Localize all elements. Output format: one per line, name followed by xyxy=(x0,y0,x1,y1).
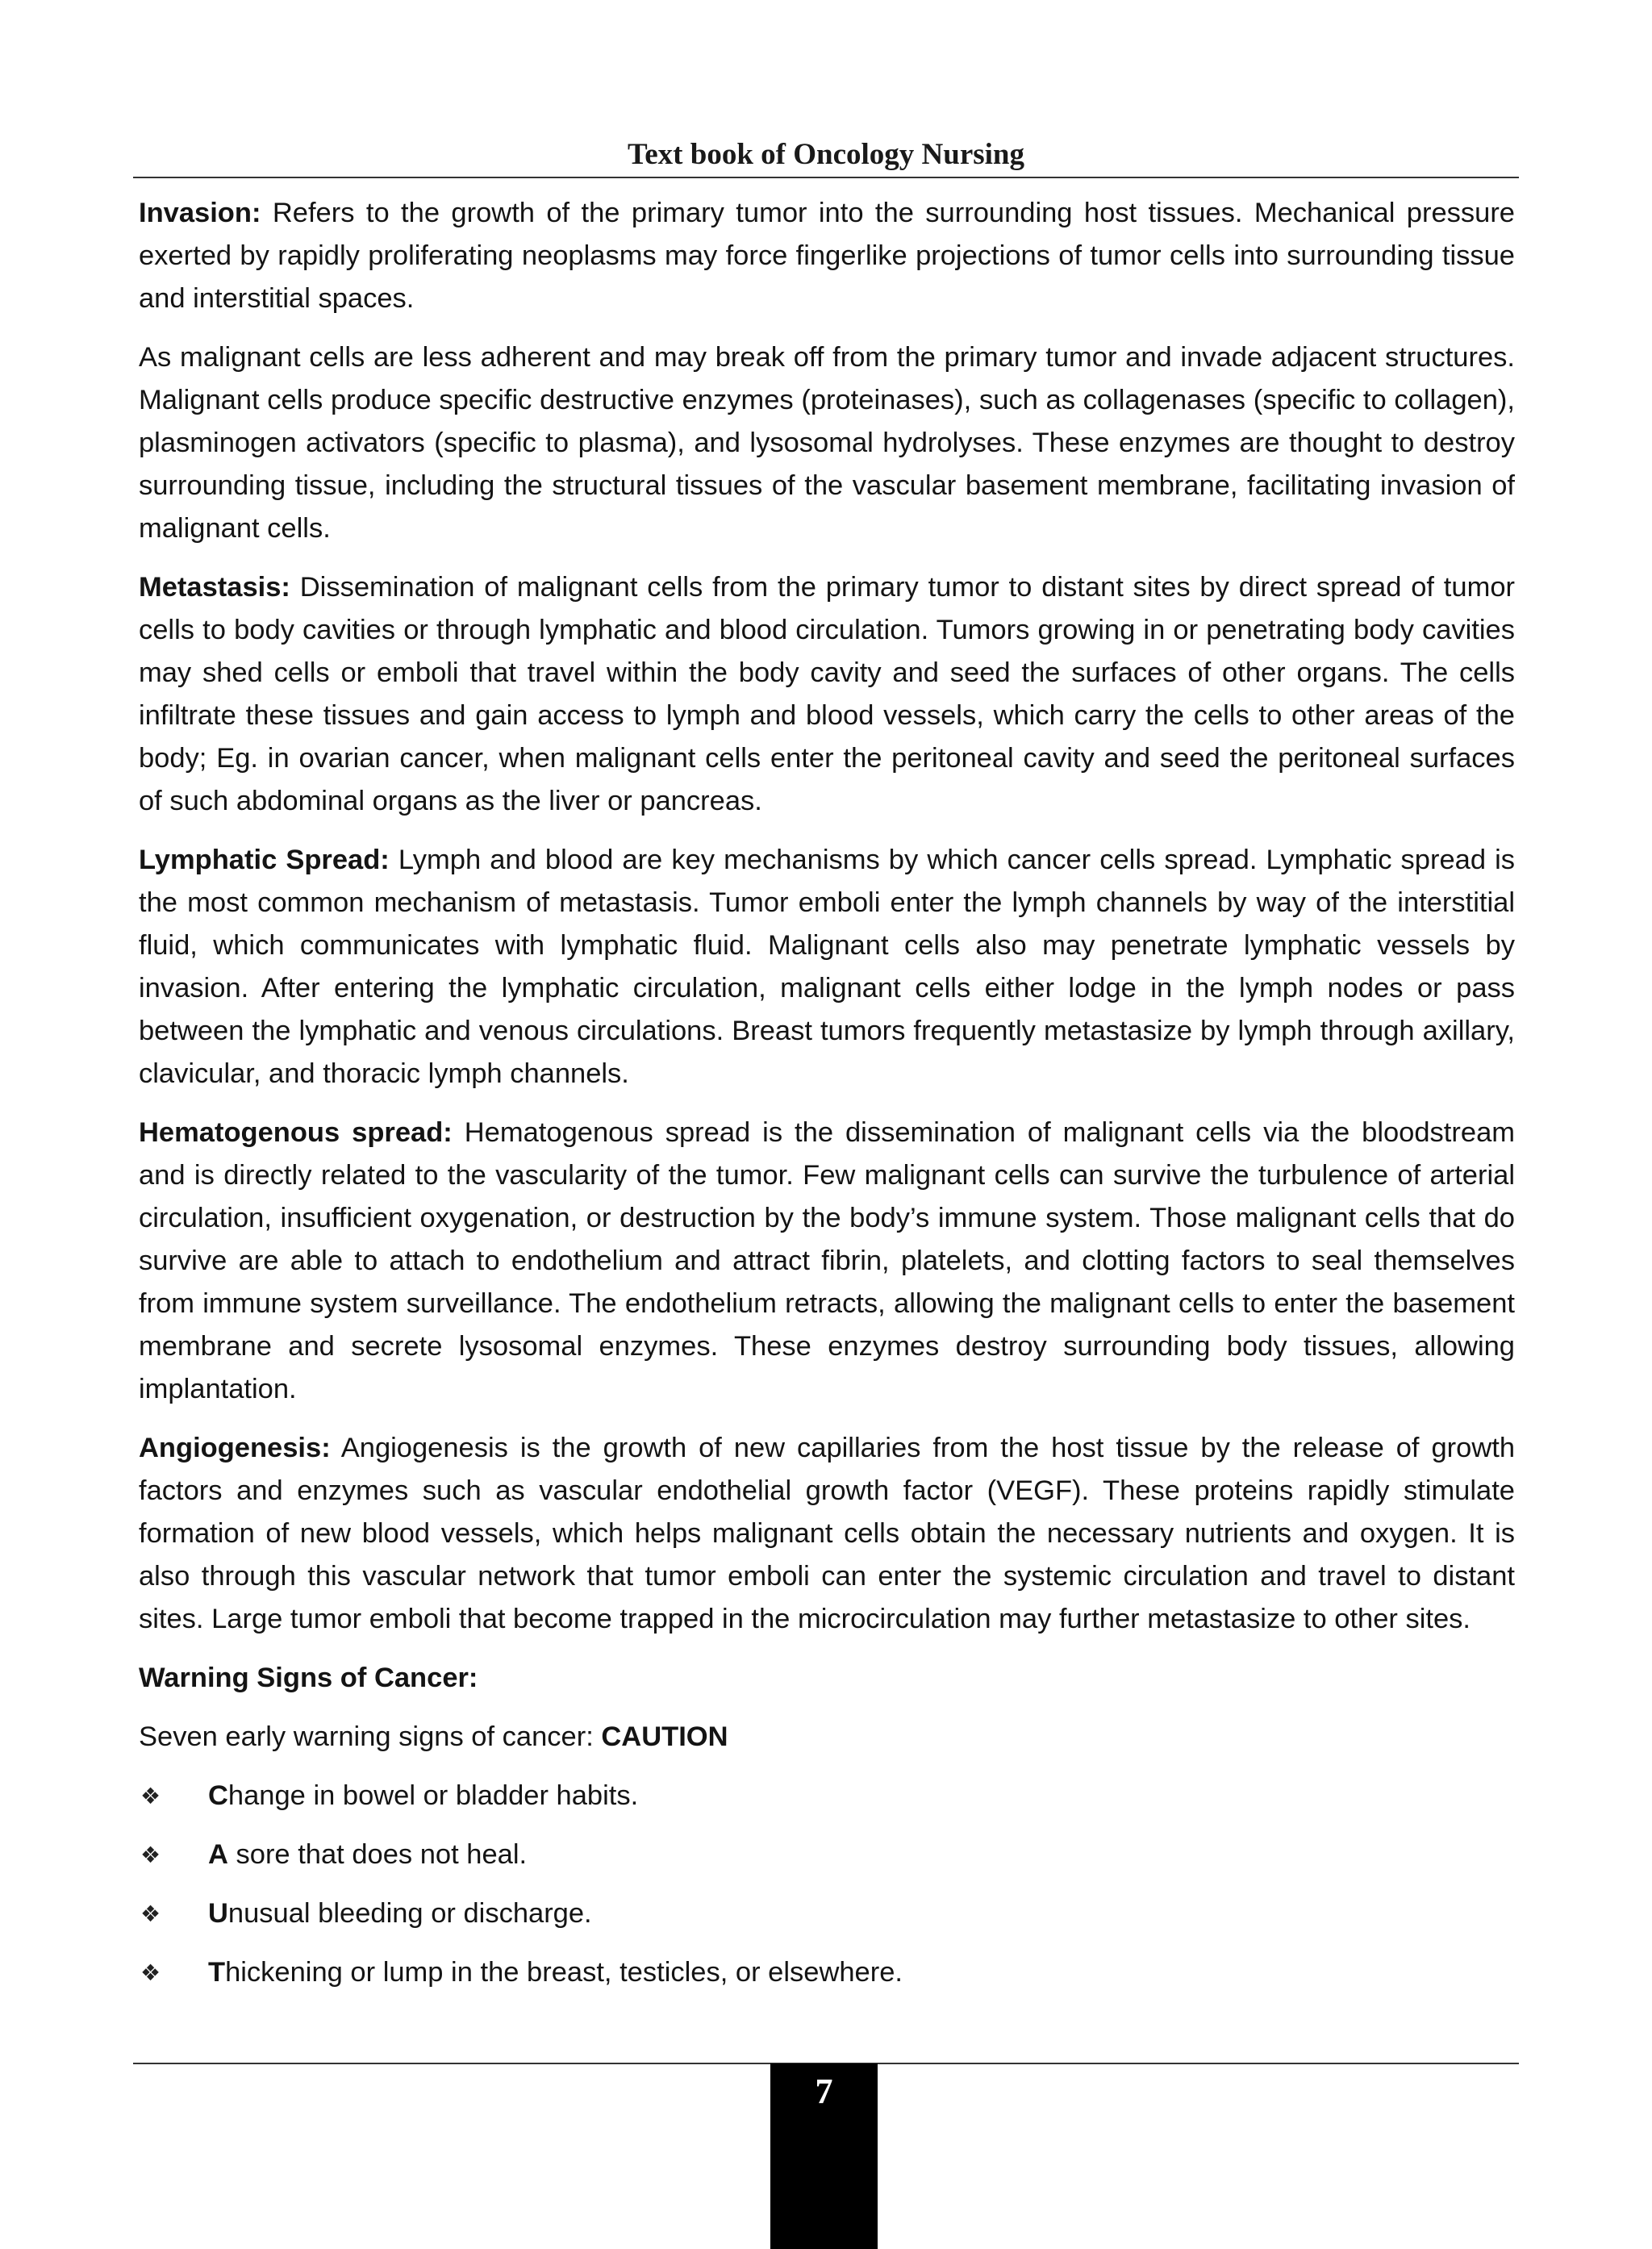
text-hematogenous-spread: Hematogenous spread is the dissemination of malignant cells via the bloodstream and is directly related to the vascularity of the tumor. Few malignant cells can survive the turbulence of arterial circulation, insufficient oxygenation, or destruction by the body’s immune system. Those malignant cells that do survive are able to attach to endothelium and attract fibrin, platelets, and clotting factors to seal themselves from immune system surveillance. The endothelium retracts, allowing the malignant cells to enter the basement membrane and secrete lysosomal enzymes. These enzymes destroy surrounding body tissues, allowing implantation. xyxy=(139,1117,1515,1404)
page-number: 7 xyxy=(815,2072,833,2111)
text-lymphatic-spread: Lymph and blood are key mechanisms by which cancer cells spread. Lymphatic spread is the most common mechanism of metastasis. Tumor emboli enter the lymph channels by way of the interstitial fluid, which communicates with lymphatic fluid. Malignant cells also may penetrate lymphatic vessels by invasion. After entering the lymphatic circulation, malignant cells either lodge in the lymph nodes or pass between the lymphatic and venous circulations. Breast tumors frequently metastasize by lymph through axillary, clavicular, and thoracic lymph channels. xyxy=(139,845,1516,1089)
list-item xyxy=(139,1834,1515,1876)
warning-signs-intro xyxy=(139,1716,1515,1759)
sign-initial: T xyxy=(208,1957,226,1988)
header-divider xyxy=(133,177,1519,178)
diamond-bullet-icon: ❖ xyxy=(140,1842,161,1867)
paragraph-invasion xyxy=(139,192,1515,320)
sign-initial: A xyxy=(208,1839,228,1870)
text-invasion-continued: As malignant cells are less adherent and may break off from the primary tumor and invade adjacent structures. Malignant cells produce specific destructive enzymes (proteinases), such as collagenases (specific to collagen), plasminogen activators (specific to plasma), and lysosomal hydrolyses. These enzymes are thought to destroy surrounding tissue, including the structural tissues of the vascular basement membrane, facilitating invasion of malignant cells. xyxy=(139,342,1515,544)
text-invasion: Refers to the growth of the primary tumor into the surrounding host tissues. Mechanical pressure exerted by rapidly proliferating neoplasms may force fingerlike projections of tumor cells into surrounding tissue and interstitial spaces. xyxy=(139,198,1515,314)
paragraph-invasion-continued xyxy=(139,336,1515,550)
term-lymphatic-spread: Lymphatic Spread: xyxy=(139,845,390,875)
sign-text: hange in bowel or bladder habits. xyxy=(227,1780,639,1811)
sign-text: nusual bleeding or discharge. xyxy=(227,1898,592,1929)
text-metastasis: Dissemination of malignant cells from the primary tumor to distant sites by direct spread of tumor cells to body cavities or through lymphatic and blood circulation. Tumors growing in or penetrating body cavities may shed cells or emboli that travel within the body cavity and seed the surfaces of other organs. The cells infiltrate these tissues and gain access to lymph and blood vessels, which carry the cells to other areas of the body; Eg. in ovarian cancer, when malignant cells enter the peritoneal cavity and seed the peritoneal surfaces of such abdominal organs as the liver or pancreas. xyxy=(139,572,1515,816)
diamond-bullet-icon: ❖ xyxy=(140,1901,161,1926)
warning-signs-heading: Warning Signs of Cancer: xyxy=(139,1663,478,1693)
term-invasion: Invasion: xyxy=(139,198,261,228)
text-angiogenesis: Angiogenesis is the growth of new capillaries from the host tissue by the release of growth factors and enzymes such as vascular endothelial growth factor (VEGF). These proteins rapidly stimulate formation of new blood vessels, which helps malignant cells obtain the necessary nutrients and oxygen. It is also through this vascular network that tumor emboli can enter the systemic circulation and travel to distant sites. Large tumor emboli that become trapped in the microcirculation may further metastasize to other sites. xyxy=(139,1433,1516,1634)
warning-signs-list xyxy=(139,1775,1515,1994)
warning-signs-intro-text: Seven early warning signs of cancer: xyxy=(139,1721,602,1752)
page-number-tab xyxy=(770,2063,878,2249)
term-hematogenous-spread: Hematogenous spread: xyxy=(139,1117,453,1148)
term-angiogenesis: Angiogenesis: xyxy=(139,1433,331,1463)
paragraph-hematogenous-spread xyxy=(139,1112,1515,1411)
sign-initial: U xyxy=(208,1898,228,1929)
diamond-bullet-icon: ❖ xyxy=(140,1960,161,1985)
diamond-bullet-icon: ❖ xyxy=(140,1784,161,1809)
page-body xyxy=(139,192,1515,2010)
sign-text: sore that does not heal. xyxy=(227,1839,528,1870)
paragraph-metastasis xyxy=(139,566,1515,823)
paragraph-angiogenesis xyxy=(139,1427,1515,1641)
list-item xyxy=(139,1951,1515,1994)
list-item xyxy=(139,1775,1515,1817)
sign-initial: C xyxy=(208,1780,228,1811)
paragraph-lymphatic-spread xyxy=(139,839,1515,1095)
sign-text: hickening or lump in the breast, testicles, or elsewhere. xyxy=(225,1957,903,1988)
list-item xyxy=(139,1892,1515,1935)
caution-acronym: CAUTION xyxy=(601,1721,728,1752)
term-metastasis: Metastasis: xyxy=(139,572,290,603)
running-header-title: Text book of Oncology Nursing xyxy=(627,138,1025,171)
